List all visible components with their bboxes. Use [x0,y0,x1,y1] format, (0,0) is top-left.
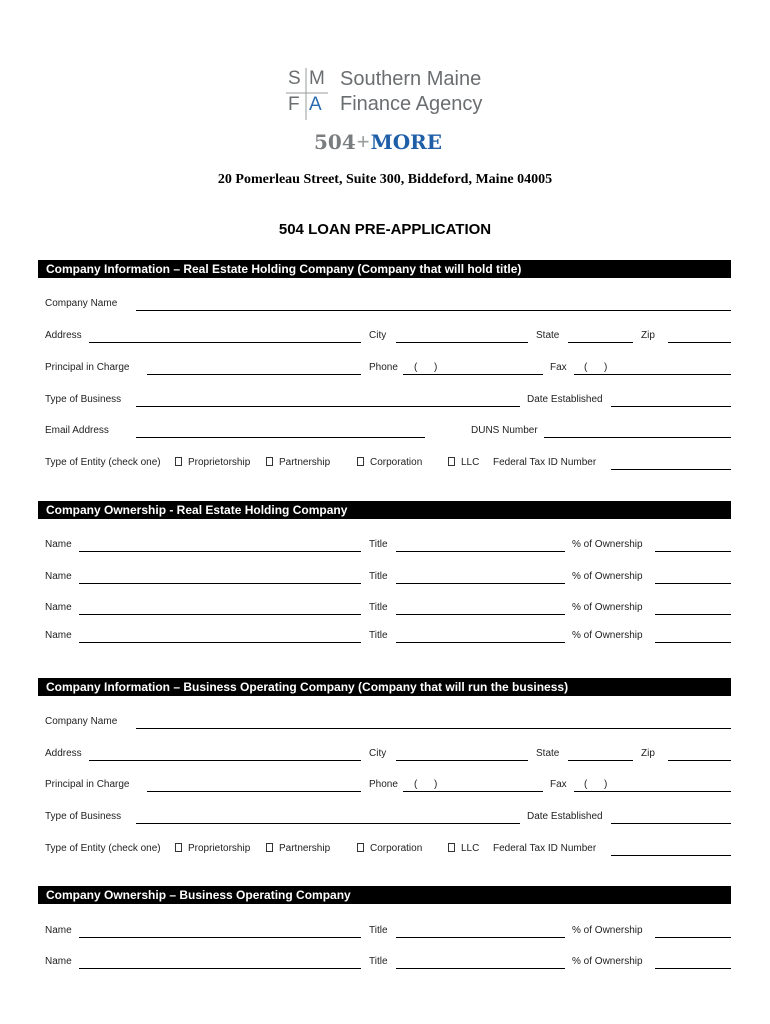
label-city: City [369,330,387,341]
op-state-field[interactable] [568,760,633,761]
checkbox-label: Partnership [279,457,331,468]
section-heading-op-company-info: Company Information – Business Operating Company (Company that will run the business) [38,678,731,696]
phone-paren-open: ( [414,779,418,790]
re-duns-field[interactable] [544,437,731,438]
re-fax-field[interactable] [574,374,731,375]
checkbox-box[interactable] [357,457,364,466]
logo-letter-s: S [288,68,302,89]
checkbox-box[interactable] [448,457,455,466]
logo-letter-f: F [288,94,301,115]
badge-more: MORE [370,130,443,154]
re-zip-field[interactable] [668,342,731,343]
checkbox-partnership[interactable] [266,843,330,854]
owner-ownership-field[interactable] [655,551,731,552]
logo-name-line2: Finance Agency [340,93,483,115]
label-principal: Principal in Charge [45,779,130,790]
label-state: State [536,748,560,759]
badge-plus: + [356,129,370,154]
checkbox-box[interactable] [266,843,273,852]
smfa-logo [284,66,494,122]
phone-paren-close: ) [434,362,438,373]
op-zip-field[interactable] [668,760,731,761]
fax-paren-open: ( [584,779,588,790]
re-type-of-business-field[interactable] [136,406,520,407]
label-tax-id: Federal Tax ID Number [493,457,597,468]
logo-letter-m: M [309,68,326,89]
checkbox-label: Proprietorship [188,843,251,854]
re-tax-id-field[interactable] [611,469,731,470]
checkbox-label: Partnership [279,843,331,854]
label-email: Email Address [45,425,109,436]
label-owner-name: Name [45,956,72,967]
re-state-field[interactable] [568,342,633,343]
owner-name-field[interactable] [79,937,361,938]
label-owner-ownership: % of Ownership [572,925,643,936]
owner-title-field[interactable] [396,937,565,938]
phone-paren-open: ( [414,362,418,373]
logo-letter-a: A [309,94,323,115]
checkbox-box[interactable] [266,457,273,466]
owner-ownership-field[interactable] [655,937,731,938]
re-email-field[interactable] [136,437,425,438]
label-entity-type: Type of Entity (check one) [45,843,161,854]
504-more-badge [314,129,464,153]
label-owner-title: Title [369,539,388,550]
checkbox-proprietorship[interactable] [175,457,250,468]
re-principal-field[interactable] [147,374,361,375]
label-owner-ownership: % of Ownership [572,539,643,550]
owner-title-field[interactable] [396,968,565,969]
re-company-name-field[interactable] [136,310,731,311]
checkbox-label: Corporation [370,457,423,468]
agency-address: 20 Pomerleau Street, Suite 300, Biddeford, Maine 04005 [217,172,553,187]
label-date-established: Date Established [527,394,603,405]
checkbox-llc[interactable] [448,843,479,854]
re-date-established-field[interactable] [611,406,731,407]
owner-ownership-field[interactable] [655,642,731,643]
checkbox-partnership[interactable] [266,457,330,468]
label-owner-ownership: % of Ownership [572,956,643,967]
owner-name-field[interactable] [79,968,361,969]
badge-504: 504 [314,130,356,154]
fax-paren-close: ) [604,779,608,790]
label-type-of-business: Type of Business [45,394,122,405]
label-owner-title: Title [369,602,388,613]
label-owner-title: Title [369,956,388,967]
owner-name-field[interactable] [79,583,361,584]
checkbox-llc[interactable] [448,457,479,468]
op-type-of-business-field[interactable] [136,823,520,824]
re-phone-field[interactable] [403,374,543,375]
op-date-established-field[interactable] [611,823,731,824]
owner-title-field[interactable] [396,614,565,615]
checkbox-label: Corporation [370,843,423,854]
label-duns: DUNS Number [471,425,538,436]
label-zip: Zip [641,330,655,341]
logo-name-line1: Southern Maine [340,68,482,90]
label-owner-name: Name [45,571,72,582]
re-city-field[interactable] [396,342,528,343]
checkbox-box[interactable] [175,843,182,852]
checkbox-corporation[interactable] [357,457,422,468]
section-heading-re-ownership: Company Ownership - Real Estate Holding Company [38,501,731,519]
label-owner-name: Name [45,539,72,550]
label-principal: Principal in Charge [45,362,130,373]
checkbox-box[interactable] [175,457,182,466]
label-owner-ownership: % of Ownership [572,602,643,613]
owner-ownership-field[interactable] [655,968,731,969]
label-fax: Fax [550,779,567,790]
label-city: City [369,748,387,759]
re-address-field[interactable] [89,342,361,343]
label-owner-title: Title [369,925,388,936]
label-phone: Phone [369,779,398,790]
section-heading-re-company-info: Company Information – Real Estate Holding Company (Company that will hold title) [38,260,731,278]
checkbox-label: Proprietorship [188,457,251,468]
checkbox-box[interactable] [448,843,455,852]
label-state: State [536,330,560,341]
op-city-field[interactable] [396,760,528,761]
checkbox-corporation[interactable] [357,843,422,854]
label-company-name: Company Name [45,298,118,309]
label-address: Address [45,330,82,341]
owner-name-field[interactable] [79,642,361,643]
label-type-of-business: Type of Business [45,811,122,822]
op-fax-field[interactable] [574,791,731,792]
fax-paren-close: ) [604,362,608,373]
label-company-name: Company Name [45,716,118,727]
page-title: 504 LOAN PRE-APPLICATION [278,221,492,238]
label-fax: Fax [550,362,567,373]
owner-title-field[interactable] [396,583,565,584]
owner-title-field[interactable] [396,551,565,552]
label-owner-name: Name [45,925,72,936]
checkbox-label: LLC [461,843,480,854]
checkbox-box[interactable] [357,843,364,852]
label-entity-type: Type of Entity (check one) [45,457,161,468]
checkbox-proprietorship[interactable] [175,843,250,854]
phone-paren-close: ) [434,779,438,790]
label-zip: Zip [641,748,655,759]
label-tax-id: Federal Tax ID Number [493,843,597,854]
label-owner-title: Title [369,630,388,641]
owner-ownership-field[interactable] [655,614,731,615]
label-date-established: Date Established [527,811,603,822]
owner-name-field[interactable] [79,551,361,552]
op-phone-field[interactable] [403,791,543,792]
op-principal-field[interactable] [147,791,361,792]
owner-name-field[interactable] [79,614,361,615]
op-company-name-field[interactable] [136,728,731,729]
label-address: Address [45,748,82,759]
checkbox-label: LLC [461,457,480,468]
section-heading-op-ownership: Company Ownership – Business Operating Company [38,886,731,904]
fax-paren-open: ( [584,362,588,373]
label-owner-name: Name [45,630,72,641]
label-owner-name: Name [45,602,72,613]
owner-ownership-field[interactable] [655,583,731,584]
op-address-field[interactable] [89,760,361,761]
op-tax-id-field[interactable] [611,855,731,856]
owner-title-field[interactable] [396,642,565,643]
label-owner-title: Title [369,571,388,582]
label-owner-ownership: % of Ownership [572,571,643,582]
label-phone: Phone [369,362,398,373]
label-owner-ownership: % of Ownership [572,630,643,641]
